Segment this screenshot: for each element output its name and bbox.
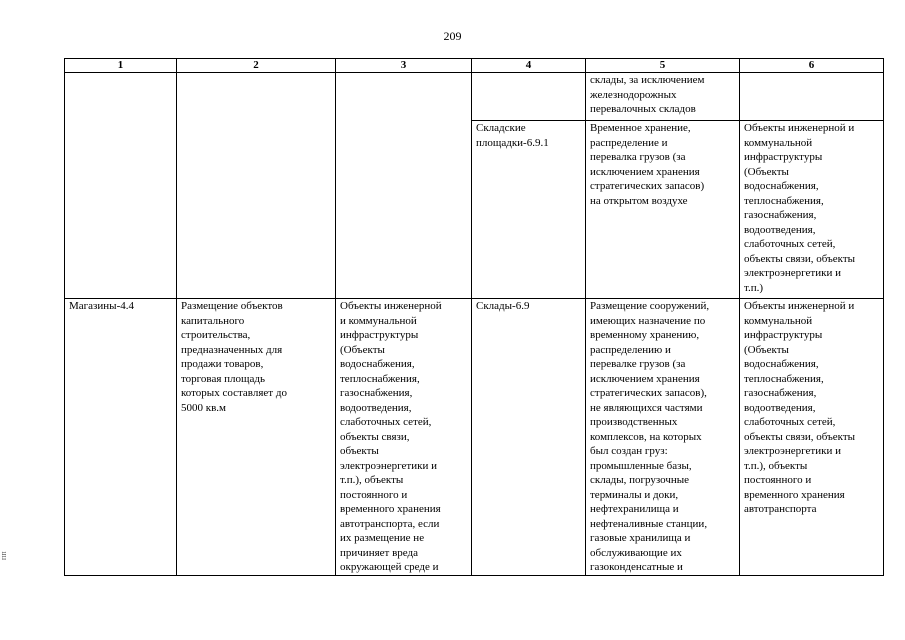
zoning-table <box>64 58 884 576</box>
table-row <box>65 73 884 121</box>
col-header-3: 3 <box>336 59 472 73</box>
cell-shops-use: Магазины-4.4 <box>65 299 177 576</box>
cell-main-description-empty <box>177 73 336 299</box>
cell-storage-yards-aux: Объекты инженерной и коммунальной инфраструктуры (Объекты водоснабжения, теплоснабжения, газоснабжения, водоотведения, слаботочных сетей, объекты связи, объекты электроэнергетики и т.п.) <box>740 121 884 299</box>
cell-main-use-empty <box>65 73 177 299</box>
cell-storage-yards-description: Временное хранение, распределение и перевалка грузов (за исключением хранения стратегических запасов) на открытом воздухе <box>586 121 740 299</box>
cell-warehouses-use: Склады-6.9 <box>472 299 586 576</box>
cell-shops-aux: Объекты инженерной и коммунальной инфраструктуры (Объекты водоснабжения, теплоснабжения, газоснабжения, водоотведения, слаботочных сетей, объекты связи, объекты электроэнергетики и т.п.), объекты постоянного и временного хранения автотранспорта, если их размещение не причиняет вреда окружающей среде и <box>336 299 472 576</box>
cell-main-aux-empty <box>336 73 472 299</box>
header-row <box>65 59 884 73</box>
col-header-6: 6 <box>740 59 884 73</box>
cell-storage-yards-use: Складские площадки-6.9.1 <box>472 121 586 299</box>
table-row <box>65 299 884 576</box>
col-header-1: 1 <box>65 59 177 73</box>
cell-conditional-description: склады, за исключением железнодорожных перевалочных складов <box>586 73 740 121</box>
side-margin-mark: ПП <box>2 551 8 560</box>
col-header-2: 2 <box>177 59 336 73</box>
cell-warehouses-aux: Объекты инженерной и коммунальной инфраструктуры (Объекты водоснабжения, теплоснабжения, газоснабжения, водоотведения, слаботочных сетей, объекты связи, объекты электроэнергетики и т.п.), объекты постоянного и временного хранения автотранспорта <box>740 299 884 576</box>
cell-shops-description: Размещение объектов капитального строительства, предназначенных для продажи товаров, торговая площадь которых составляет до 5000 кв.м <box>177 299 336 576</box>
col-header-4: 4 <box>472 59 586 73</box>
cell-conditional-use-empty <box>472 73 586 121</box>
col-header-5: 5 <box>586 59 740 73</box>
page-number: 209 <box>443 29 462 43</box>
cell-conditional-aux-empty <box>740 73 884 121</box>
cell-warehouses-description: Размещение сооружений, имеющих назначение по временному хранению, распределению и перевалке грузов (за исключением хранения стратегических запасов), не являющихся частями производственных комплексов, на которых был создан груз: промышленные базы, склады, погрузочные терминалы и доки, нефтехранилища и нефтеналивные станции, газовые хранилища и обслуживающие их газоконденсатные и <box>586 299 740 576</box>
